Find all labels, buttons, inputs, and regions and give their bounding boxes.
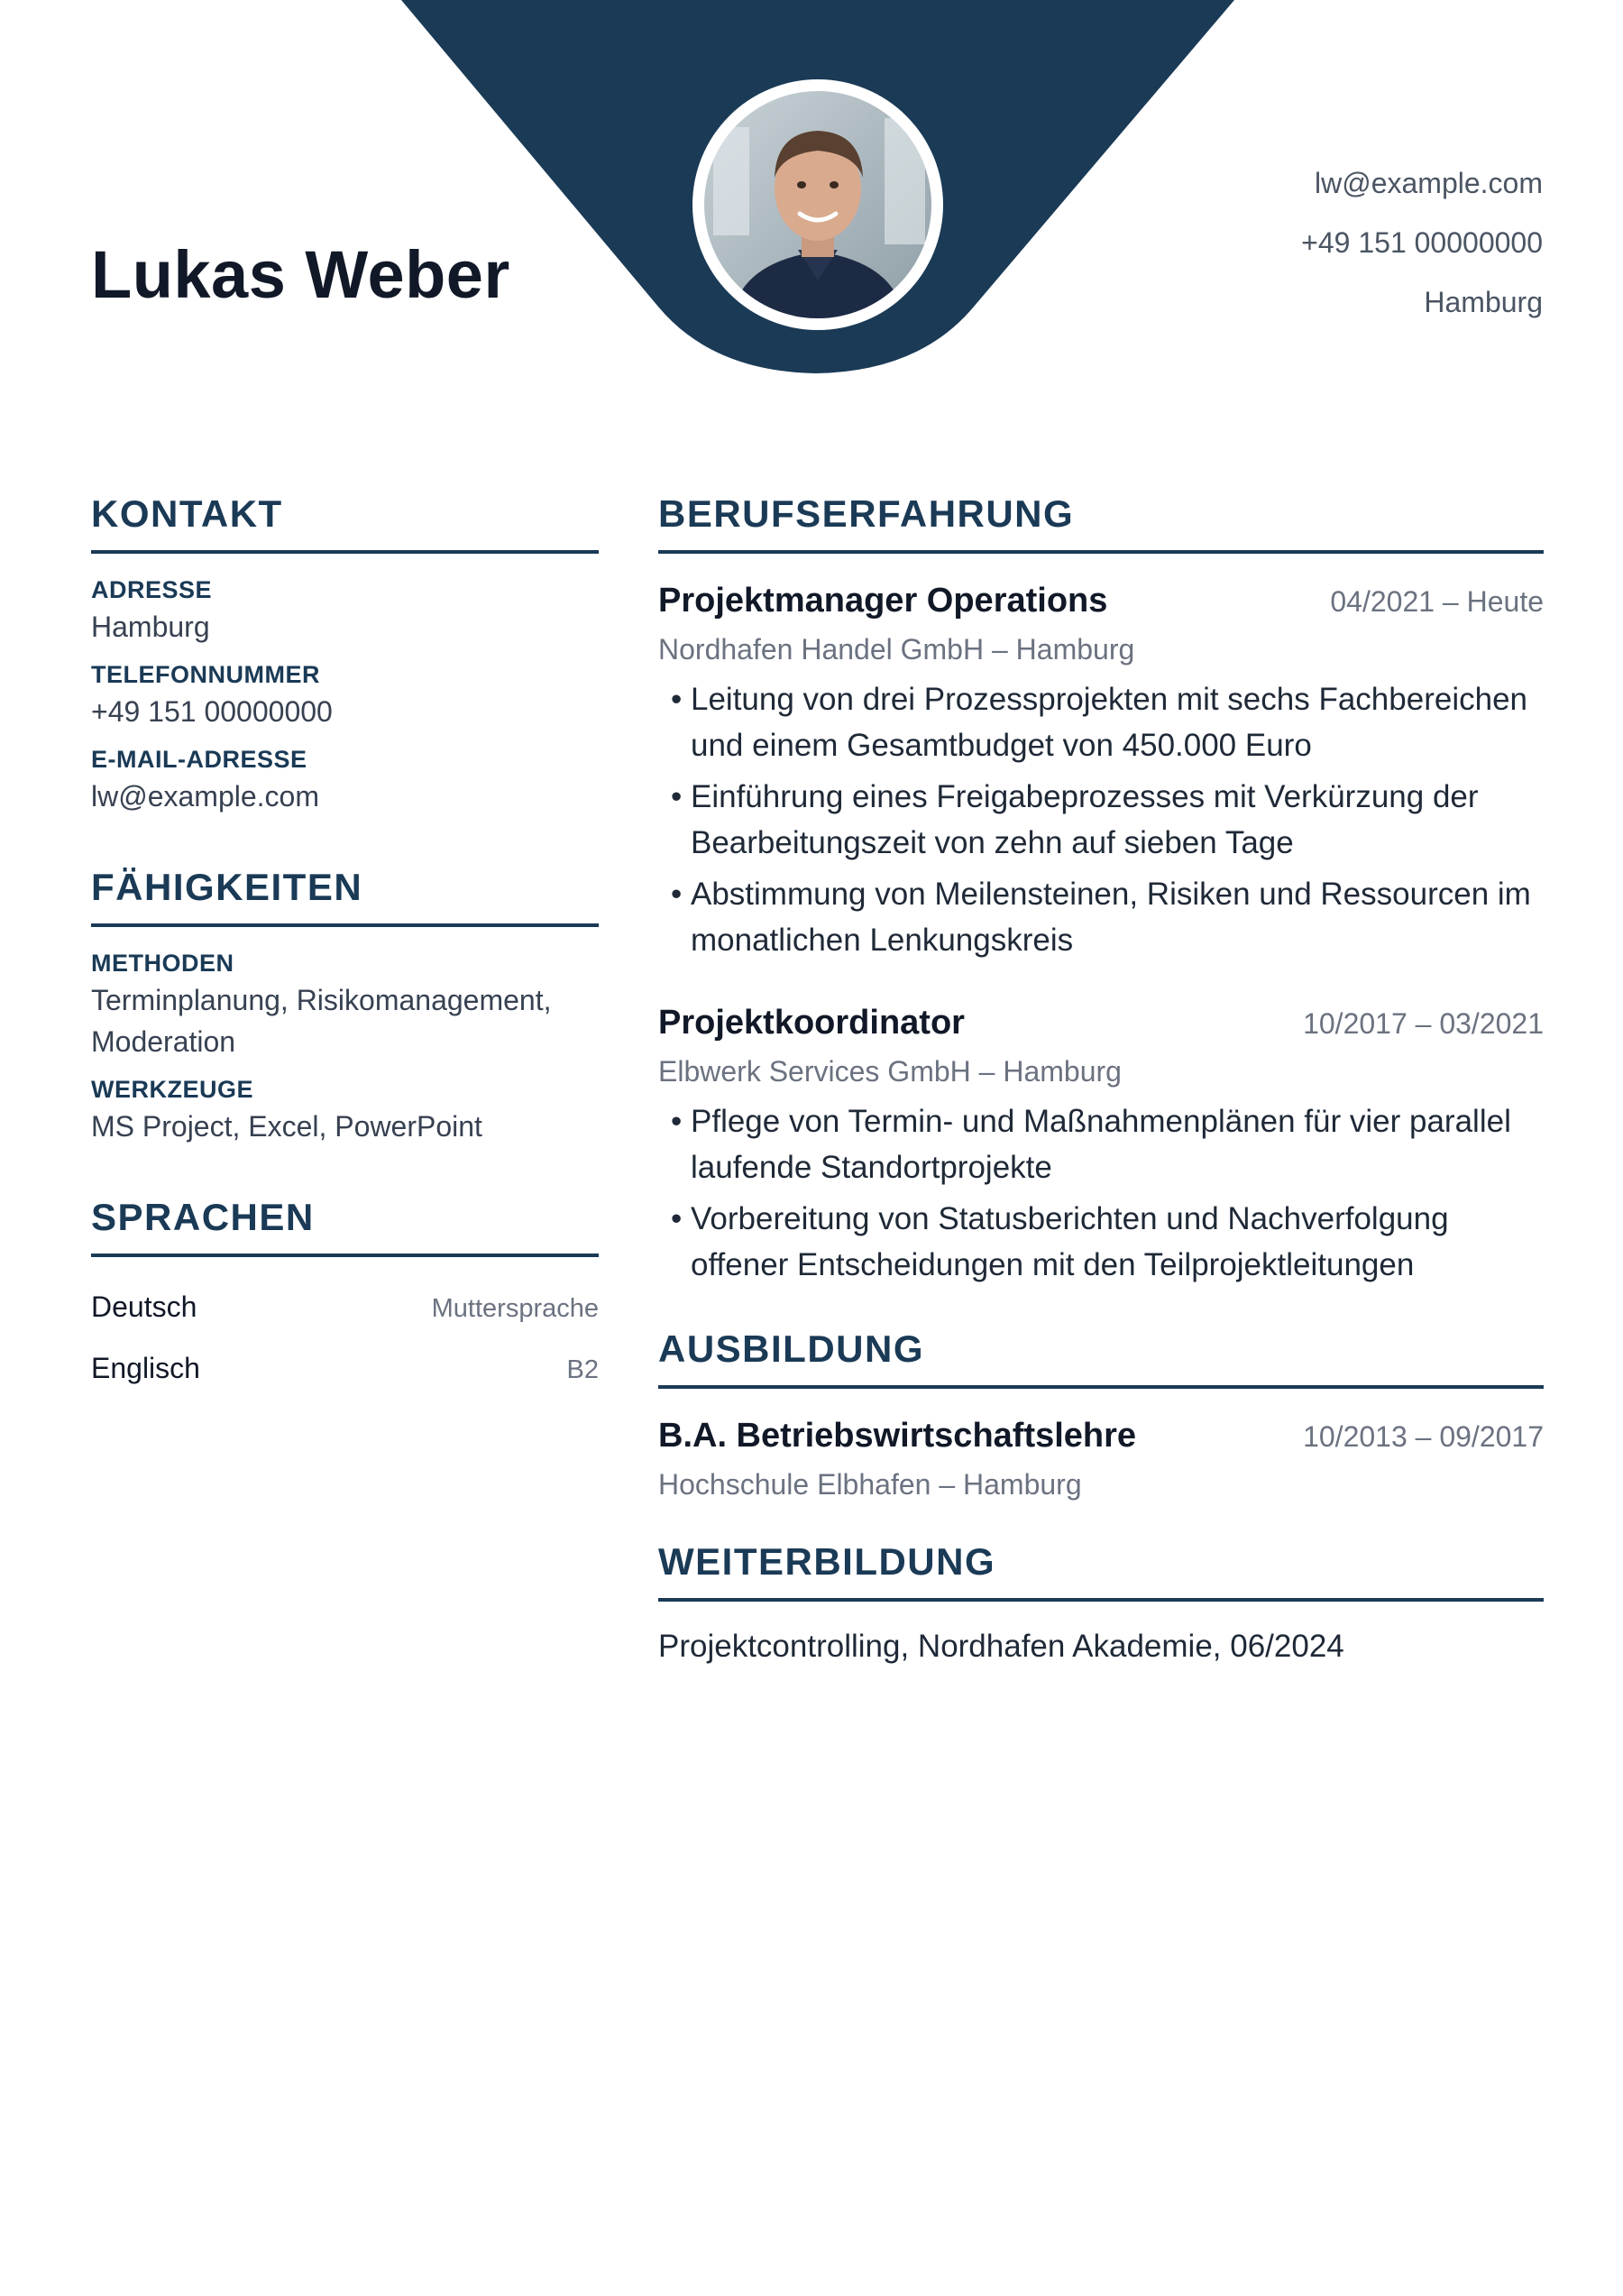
candidate-name: Lukas Weber <box>91 237 510 312</box>
language-row <box>91 1277 599 1338</box>
experience-section <box>658 487 1544 1288</box>
language-level: B2 <box>566 1355 599 1384</box>
job-entry <box>658 575 1544 963</box>
field-label-methods: METHODEN <box>91 950 234 977</box>
training-title: WEITERBILDUNG <box>658 1535 1544 1602</box>
experience-title: BERUFSERFAHRUNG <box>658 487 1544 554</box>
field-label-tools: WERKZEUGE <box>91 1076 253 1103</box>
sidebar <box>91 487 599 1443</box>
profile-photo-frame <box>692 79 943 330</box>
language-level: Muttersprache <box>431 1294 599 1323</box>
training-text: Projektcontrolling, Nordhafen Akademie, 06/2024 <box>658 1629 1344 1664</box>
job-bullets <box>658 1098 1544 1288</box>
language-name: Englisch <box>91 1352 200 1384</box>
job-date: 10/2017 – 03/2021 <box>1303 1007 1544 1040</box>
field-value-tools: MS Project, Excel, PowerPoint <box>91 1110 482 1143</box>
field-label-phone: TELEFONNUMMER <box>91 661 320 688</box>
person-portrait-icon <box>704 91 931 318</box>
job-bullet: • Vorbereitung von Statusberichten und Nachverfolgung offener Entscheidungen mit den Teilprojektleitungen <box>658 1196 1544 1288</box>
header-city: Hamburg <box>1424 286 1543 318</box>
profile-photo <box>704 91 931 318</box>
languages-title: SPRACHEN <box>91 1190 599 1257</box>
job-bullet: • Abstimmung von Meilensteinen, Risiken und Ressourcen im monatlichen Lenkungskreis <box>658 871 1544 963</box>
job-company: Elbwerk Services GmbH – Hamburg <box>658 1055 1122 1088</box>
job-title: Projektkoordinator <box>658 1004 965 1042</box>
header-contact <box>1301 153 1543 332</box>
education-degree: B.A. Betriebswirtschaftslehre <box>658 1417 1137 1455</box>
training-section <box>658 1535 1544 1670</box>
education-date: 10/2013 – 09/2017 <box>1303 1420 1544 1453</box>
skills-title: FÄHIGKEITEN <box>91 860 599 927</box>
education-section <box>658 1322 1544 1508</box>
job-bullet: • Pflege von Termin- und Maßnahmenplänen für vier parallel laufende Standortprojekte <box>658 1098 1544 1190</box>
job-header <box>658 575 1544 626</box>
job-bullet: • Einführung eines Freigabeprozesses mit Verkürzung der Bearbeitungszeit von zehn auf sieben Tage <box>658 774 1544 866</box>
field-value-methods: Terminplanung, Risikomanagement, Moderation <box>91 984 552 1058</box>
main-content <box>658 487 1544 1697</box>
language-row <box>91 1338 599 1400</box>
education-school: Hochschule Elbhafen – Hamburg <box>658 1468 1082 1501</box>
skills-section <box>91 860 599 1147</box>
header-email[interactable]: lw@example.com <box>1315 167 1543 199</box>
education-header <box>658 1410 1544 1461</box>
language-name: Deutsch <box>91 1290 197 1323</box>
contact-title: KONTAKT <box>91 487 599 554</box>
field-value-email[interactable]: lw@example.com <box>91 780 319 813</box>
field-value-phone[interactable]: +49 151 00000000 <box>91 695 333 728</box>
job-header <box>658 997 1544 1048</box>
job-bullets <box>658 676 1544 963</box>
field-value-address: Hamburg <box>91 611 210 643</box>
education-title: AUSBILDUNG <box>658 1322 1544 1389</box>
job-company: Nordhafen Handel GmbH – Hamburg <box>658 633 1135 666</box>
job-date: 04/2021 – Heute <box>1330 585 1544 618</box>
job-bullet: • Leitung von drei Prozessprojekten mit sechs Fachbereichen und einem Gesamtbudget von 450.000 Euro <box>658 676 1544 768</box>
job-entry <box>658 997 1544 1288</box>
header-phone[interactable]: +49 151 00000000 <box>1301 226 1543 259</box>
languages-section <box>91 1190 599 1400</box>
job-title: Projektmanager Operations <box>658 582 1108 620</box>
field-label-email: E-MAIL-ADRESSE <box>91 746 307 773</box>
field-label-address: ADRESSE <box>91 576 213 603</box>
contact-section <box>91 487 599 817</box>
